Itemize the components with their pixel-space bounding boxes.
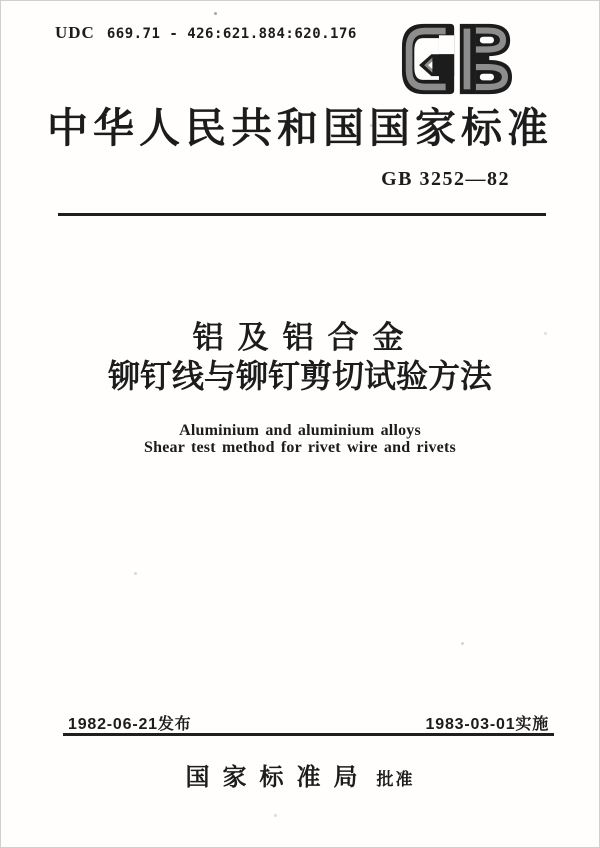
udc-value: 669.71 - 426:621.884:620.176 [106,26,357,42]
approver-name: 国家标准局 [185,764,371,791]
subtitle-en-line1: Aluminium and aluminium alloys [179,422,421,439]
implement-date: 1983-03-01实施 [425,716,549,733]
approver-row [1,757,599,792]
standard-number: GB 3252—82 [381,168,510,190]
udc-number [55,23,357,43]
title-line-1: 铝及铝合金 [192,320,418,355]
dates-row [68,711,549,734]
subtitle-en-line2: Shear test method for rivet wire and rivets [144,439,456,456]
subtitle-english [1,422,599,456]
gb-logo [400,22,514,96]
top-divider [58,213,546,216]
approve-label: 批准 [376,770,415,789]
gb-logo-icon [400,22,514,96]
page-title: 中华人民共和国国家标准 [47,105,553,151]
bottom-divider [63,733,554,736]
issue-date: 1982-06-21发布 [68,716,192,733]
title-line-2: 铆钉线与铆钉剪切试验方法 [107,358,492,394]
scan-noise [214,12,217,15]
udc-label: UDC [55,23,95,42]
